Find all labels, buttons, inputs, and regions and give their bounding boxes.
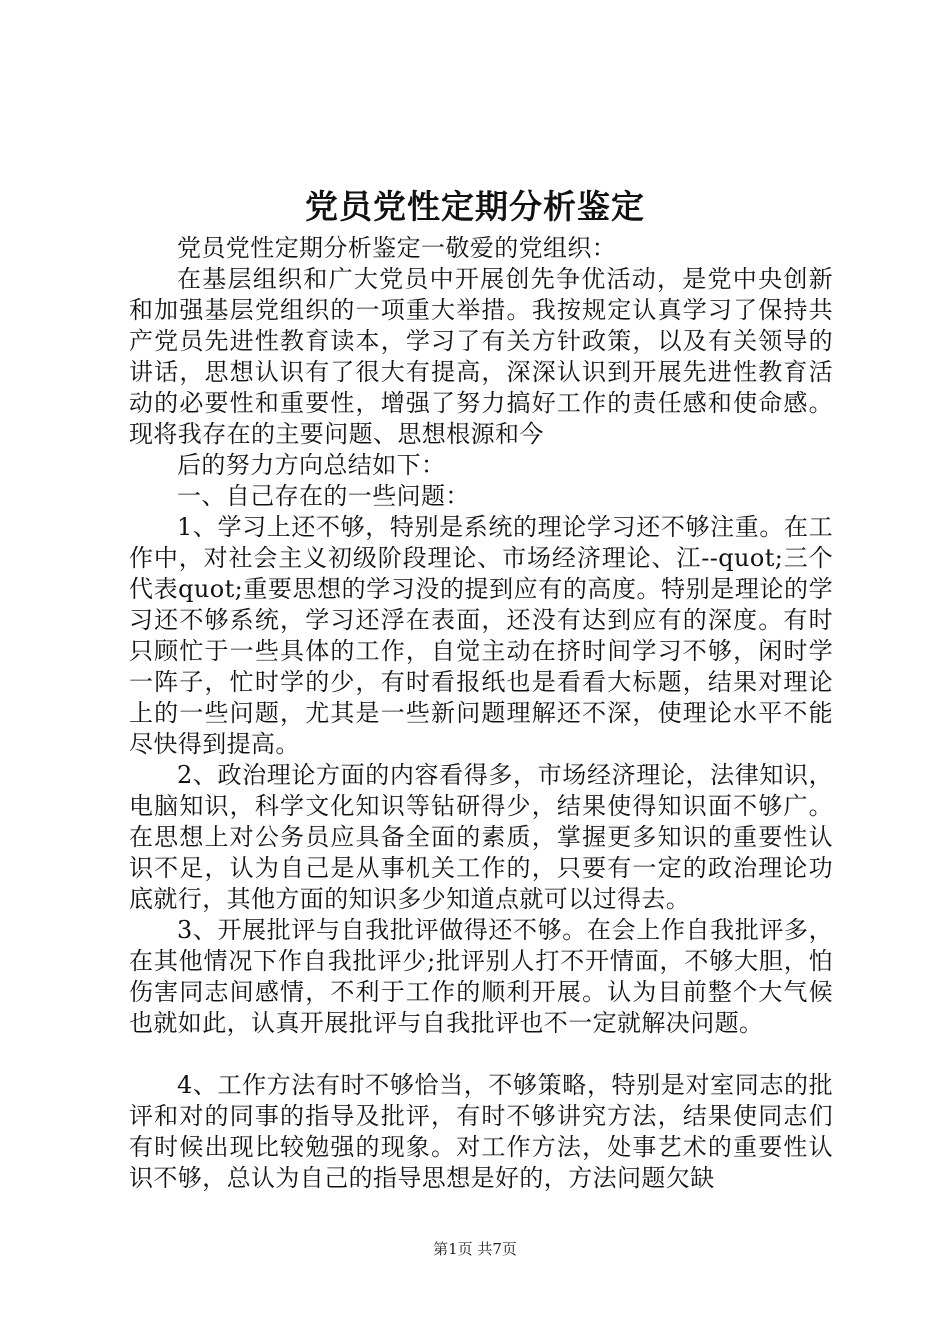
intro-continuation-paragraph: 后的努力方向总结如下： — [177, 451, 446, 479]
problem-item-4: 4、工作方法有时不够恰当，不够策略，特别是对室同志的批评和对的同事的指导及批评，有时不够讲究方法，结果使同志们有时候出现比较勉强的现象。对工作方法，处事艺术的重要性认识不够，总认为自己的指导思想是好的，方法问题欠缺 — [129, 1071, 833, 1192]
problem-item-2: 2、政治理论方面的内容看得多，市场经济理论，法律知识，电脑知识，科学文化知识等钻研得少，结果使得知识面不够广。在思想上对公务员应具备全面的素质，掌握更多知识的重要性认识不足，认为自己是从事机关工作的，只要有一定的政治理论功底就行，其他方面的知识多少知道点就可以过得去。 — [129, 761, 833, 913]
problem-item-1: 1、学习上还不够，特别是系统的理论学习还不够注重。在工作中，对社会主义初级阶段理论、市场经济理论、江--quot;三个代表quot;重要思想的学习没的提到应有的高度。特别是理论的学习还不够系统，学习还浮在表面，还没有达到应有的深度。有时只顾忙于一些具体的工作，自觉主动在挤时间学习不够，闲时学一阵子，忙时学的少，有时看报纸也是看看大标题，结果对理论上的一些问题，尤其是一些新问题理解还不深，使理论水平不能尽快得到提高。 — [129, 513, 833, 758]
paragraph-spacer — [129, 1039, 833, 1070]
salutation-paragraph: 党员党性定期分析鉴定一敬爱的党组织： — [177, 234, 617, 262]
intro-paragraph: 在基层组织和广大党员中开展创先争优活动，是党中央创新和加强基层党组织的一项重大举措。我按规定认真学习了保持共产党员先进性教育读本，学习了有关方针政策，以及有关领导的讲话，思想认识有了很大有提高，深深认识到开展先进性教育活动的必要性和重要性，增强了努力搞好工作的责任感和使命感。现将我存在的主要问题、思想根源和今 — [129, 265, 833, 448]
document-title: 党员党性定期分析鉴定 — [305, 187, 645, 226]
page-number-footer: 第1页 共7页 — [433, 1240, 517, 1258]
problem-item-3: 3、开展批评与自我批评做得还不够。在会上作自我批评多，在其他情况下作自我批评少;批评别人打不开情面，不够大胆，怕伤害同志间感情，不利于工作的顺利开展。认为目前整个大气候也就如此，认真开展批评与自我批评也不一定就解决问题。 — [129, 916, 833, 1037]
section-heading-problems: 一、自己存在的一些问题： — [177, 482, 470, 510]
document-body — [129, 233, 833, 1194]
